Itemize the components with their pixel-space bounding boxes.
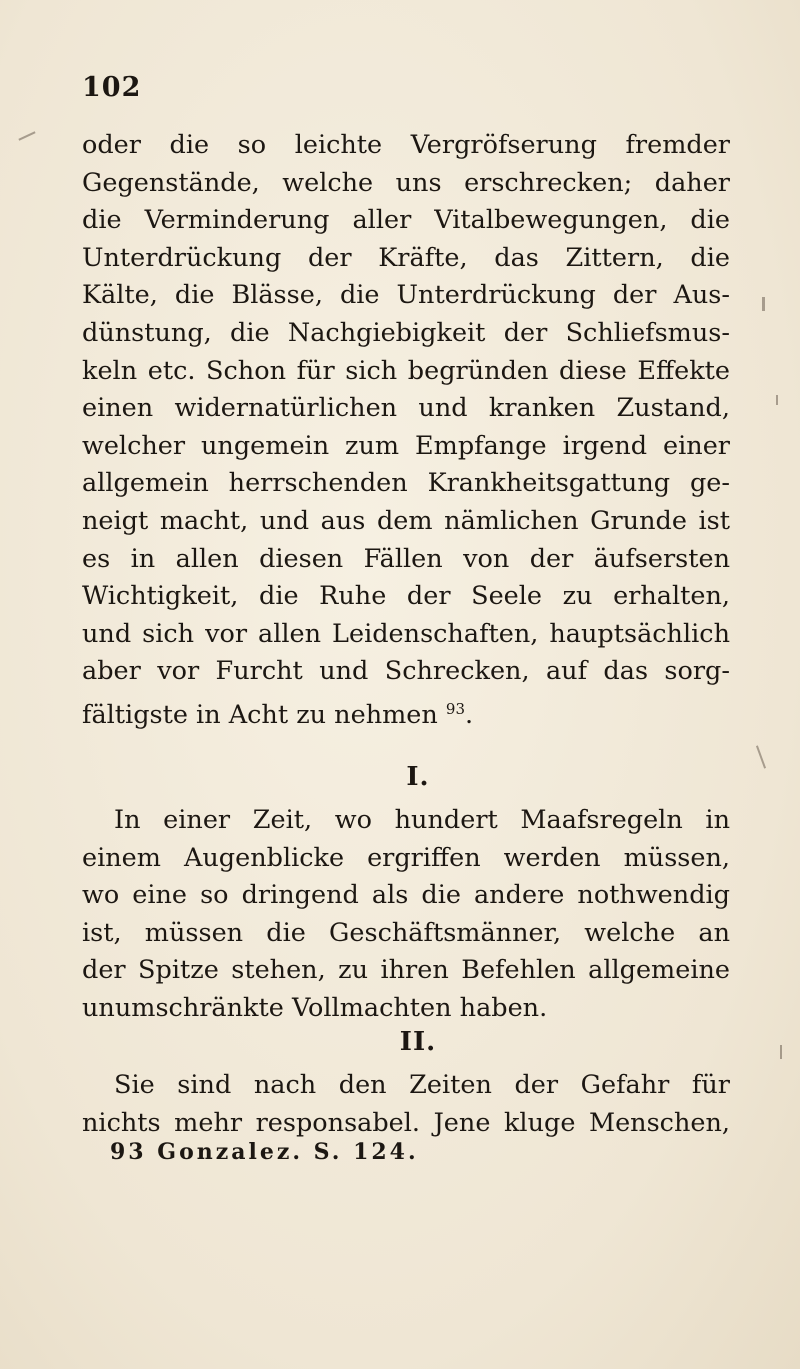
paper-speck [780,1045,782,1059]
text-line: oder die so leichte Vergröfserung fremder [82,130,730,160]
text-line: Unterdrückung der Kräfte, das Zittern, die [82,242,730,273]
section-heading-1: I. [406,762,430,792]
paragraph-main [82,127,730,735]
text-line: einem Augenblicke ergriffen werden müssen, [82,842,730,873]
text-line: welcher ungemein zum Empfange irgend einer [82,430,730,461]
text-line: Wichtigkeit, die Ruhe der Seele zu erhalten, [82,581,730,612]
text-line: Gegenstände, welche uns erschrecken; daher [82,167,730,198]
text-line: einen widernatürlichen und kranken Zustand, [82,393,730,424]
text-line: die Verminderung aller Vitalbewegungen, die [82,205,730,236]
text-line: und sich vor allen Leidenschaften, hauptsächlich [82,618,730,649]
text-line: nichts mehr responsabel. Jene kluge Menschen, [82,1107,730,1138]
text-line: neigt macht, und aus dem nämlichen Grunde ist [82,505,730,536]
paper-speck [762,297,765,311]
footnote: 93 Gonzalez. S. 124. [110,1139,419,1165]
text-line: aber vor Furcht und Schrecken, auf das sorg- [82,656,730,687]
text-line-last [82,691,730,735]
text-line: der Spitze stehen, zu ihren Befehlen allgemeine [82,955,730,986]
sentence-end: . [465,699,474,730]
text-line: Sie sind nach den Zeiten der Gefahr für [114,1070,730,1100]
section-1-paragraph [82,802,730,1028]
text-line: dünstung, die Nachgiebigkeit der Schliefsmus- [82,317,730,348]
text-line-last: unumschränkte Vollmachten haben. [82,992,548,1023]
page-number: 102 [82,72,142,103]
text-line: ist, müssen die Geschäftsmänner, welche an [82,917,730,948]
section-heading-2: II. [399,1027,437,1057]
text-line: Kälte, die Blässe, die Unterdrückung der Aus- [82,280,730,311]
text-line: allgemein herrschenden Krankheitsgattung ge- [82,468,730,499]
paper-speck [776,395,778,405]
text-line: wo eine so dringend als die andere nothwendig [82,880,730,911]
text-line: keln etc. Schon für sich begründen diese Effekte [82,355,730,386]
text-line: In einer Zeit, wo hundert Maafsregeln in [114,805,730,835]
footnote-reference[interactable]: 93 [445,699,466,718]
section-2-paragraph [82,1067,730,1142]
text-line-content: fältigste in Acht zu nehmen [82,699,438,730]
text-line: es in allen diesen Fällen von der äufsersten [82,543,730,574]
paper-speck [18,131,35,140]
